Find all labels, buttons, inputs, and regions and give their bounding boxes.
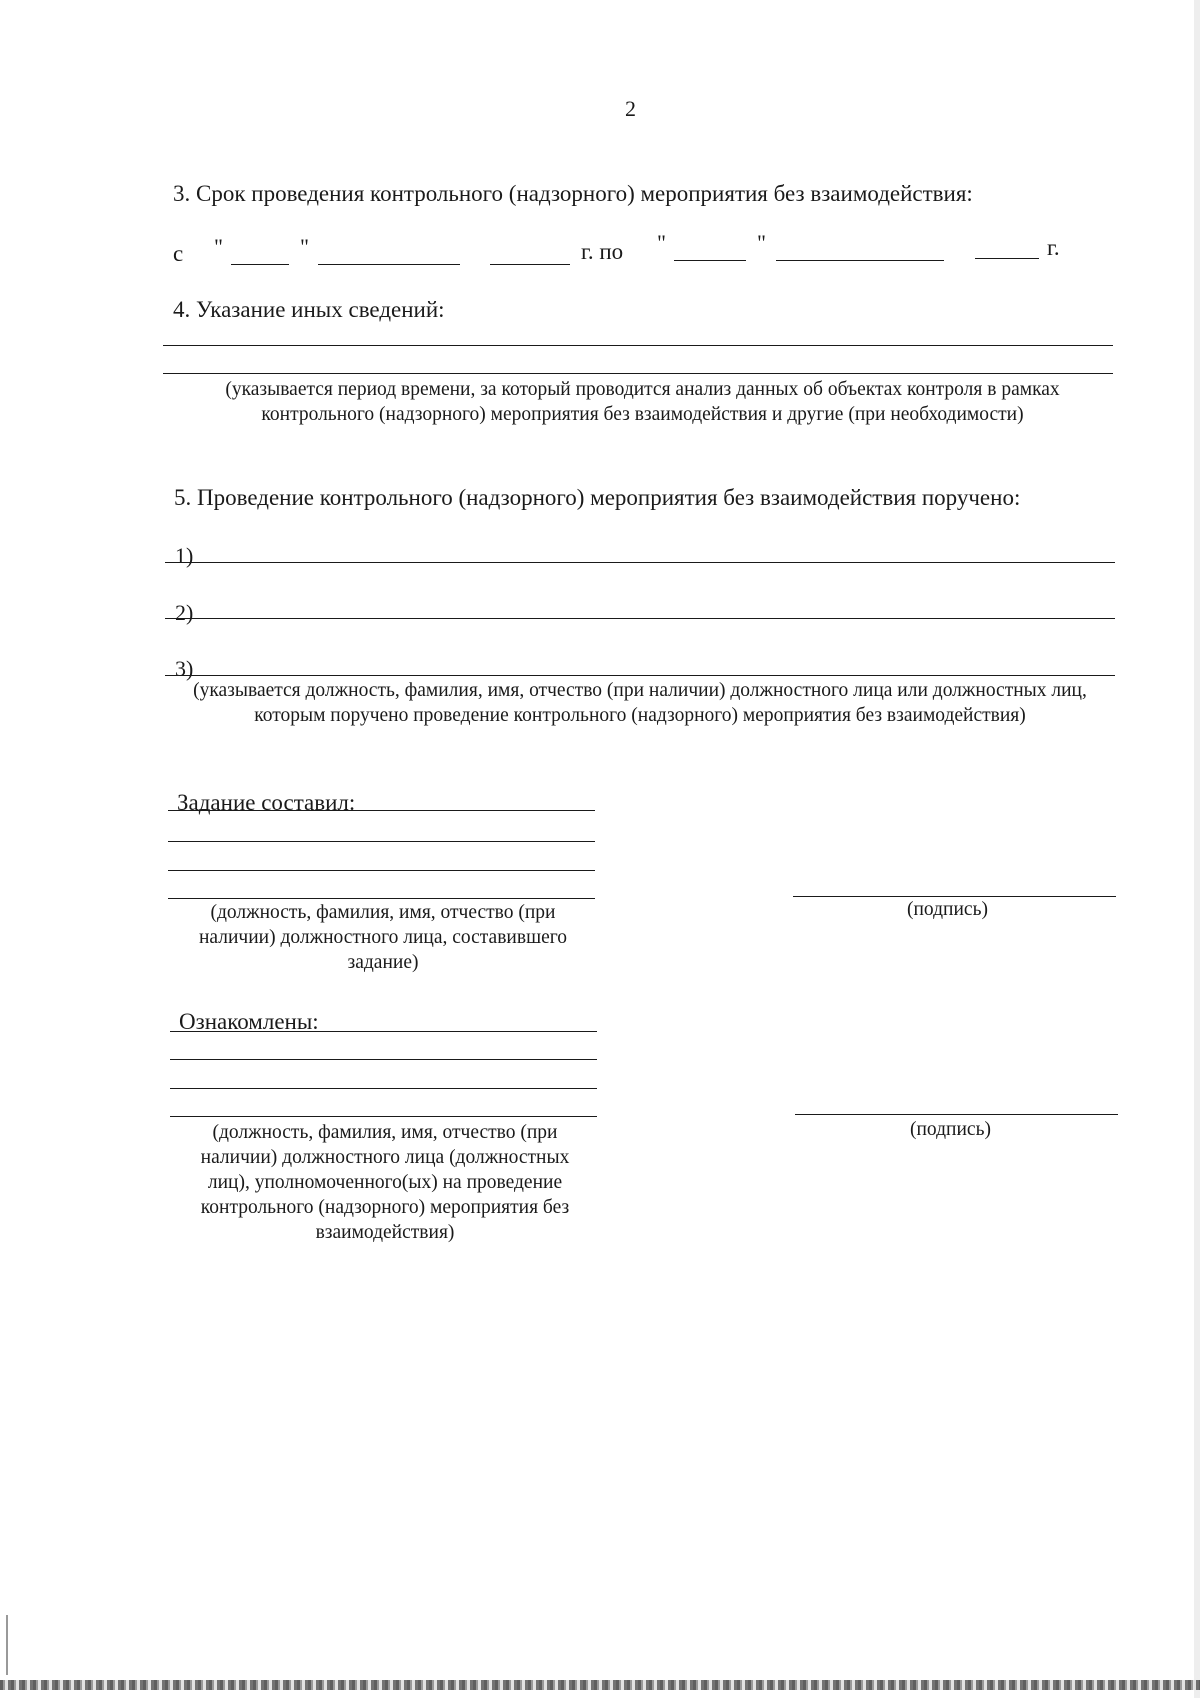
scan-right-margin [1194, 0, 1200, 1698]
acquainted-field-1[interactable] [170, 1031, 597, 1032]
close-quote-mark: " [757, 230, 766, 255]
composed-by-label: Задание составил: [177, 790, 356, 815]
acquainted-field-3[interactable] [170, 1088, 597, 1089]
assignee-number-3: 3) [175, 656, 194, 681]
composed-by-field-1[interactable] [168, 810, 595, 811]
section-3-heading: 3. Срок проведения контрольного (надзорного) мероприятия без взаимодействия: [173, 181, 973, 206]
year-from-field[interactable] [490, 264, 570, 265]
assignee-field-2[interactable] [165, 618, 1115, 619]
section-5-note: (указывается должность, фамилия, имя, отчество (при наличии) должностного лица или должностных лиц, которым поручено проведение контрольного (надзорного) мероприятия без взаимодействия) [193, 680, 1087, 726]
month-to-field[interactable] [776, 260, 944, 261]
year-end-label: г. [1047, 235, 1060, 260]
section-5-heading: 5. Проведение контрольного (надзорного) мероприятия без взаимодействия поручено: [174, 485, 1021, 510]
day-to-field[interactable] [674, 260, 746, 261]
open-quote-mark: " [214, 234, 223, 259]
close-quote-mark: " [300, 234, 309, 259]
year-to-field[interactable] [975, 258, 1039, 259]
open-quote-mark: " [657, 230, 666, 255]
composed-by-field-4[interactable] [168, 898, 595, 899]
section-4-note: (указывается период времени, за который проводится анализ данных об объектах контроля в рамках контрольного (надзорного) мероприятия без взаимодействия и другие (при необходимости) [225, 379, 1060, 425]
composed-signature-caption: (подпись) [907, 899, 988, 920]
composed-by-note: (должность, фамилия, имя, отчество (при наличии) должностного лица, составившего задание) [198, 902, 567, 973]
other-info-line-1[interactable] [163, 345, 1113, 346]
assignee-number-2: 2) [175, 600, 194, 625]
scan-bottom-edge [0, 1680, 1200, 1690]
month-from-field[interactable] [318, 264, 460, 265]
page-number: 2 [625, 96, 636, 121]
assignee-field-1[interactable] [165, 562, 1115, 563]
day-from-field[interactable] [231, 264, 289, 265]
date-from-label: с [173, 241, 184, 266]
composed-by-field-3[interactable] [168, 870, 595, 871]
composed-signature-field[interactable] [793, 896, 1116, 897]
section-4-heading: 4. Указание иных сведений: [173, 297, 445, 322]
acquainted-signature-caption: (подпись) [910, 1119, 991, 1140]
assignee-field-3[interactable] [165, 675, 1115, 676]
acquainted-note: (должность, фамилия, имя, отчество (при наличии) должностного лица (должностных лиц), уполномоченного(ых) на проведение контрольного (надзорного) мероприятия без взаимодействия) [200, 1122, 570, 1243]
acquainted-field-4[interactable] [170, 1116, 597, 1117]
acquainted-signature-field[interactable] [795, 1114, 1118, 1115]
composed-by-field-2[interactable] [168, 841, 595, 842]
scan-left-edge [6, 1615, 8, 1675]
acquainted-label: Ознакомлены: [179, 1009, 319, 1034]
assignee-number-1: 1) [175, 543, 194, 568]
other-info-line-2[interactable] [163, 373, 1113, 374]
acquainted-field-2[interactable] [170, 1059, 597, 1060]
year-to-label: г. по [581, 239, 624, 264]
